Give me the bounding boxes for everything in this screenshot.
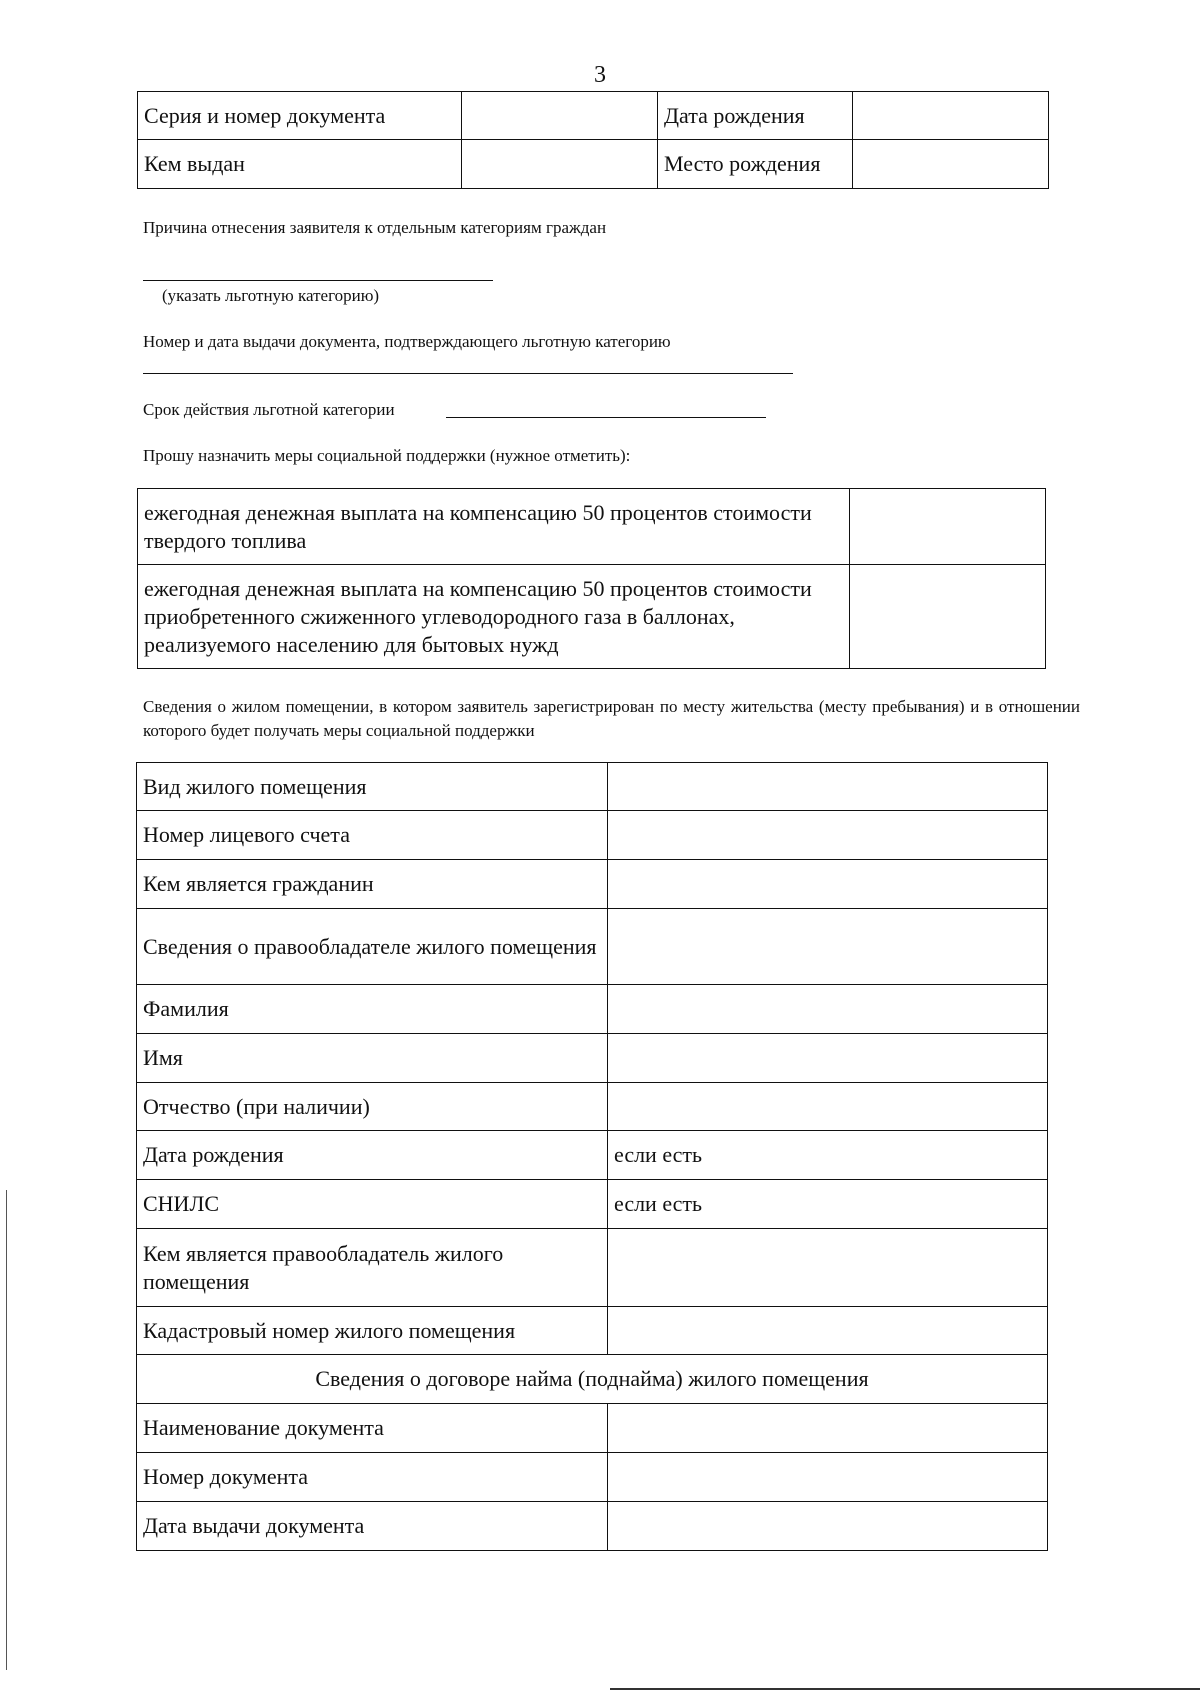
housing-row-value[interactable] — [608, 1034, 1048, 1083]
request-label: Прошу назначить меры социальной поддержки (нужное отметить): — [143, 446, 631, 465]
housing-row-label: Имя — [137, 1034, 608, 1083]
scan-edge-bottom — [610, 1688, 1200, 1690]
series-number-label: Серия и номер документа — [138, 92, 462, 140]
contract-row-value[interactable] — [608, 1404, 1048, 1453]
page-number: 3 — [594, 62, 606, 88]
housing-row-value[interactable] — [608, 860, 1048, 909]
housing-row-label: Кем является гражданин — [137, 860, 608, 909]
birth-place-field[interactable] — [853, 140, 1049, 189]
measure-checkbox[interactable] — [850, 565, 1046, 669]
housing-row-value[interactable] — [608, 1083, 1048, 1131]
housing-row-value[interactable] — [608, 1229, 1048, 1307]
reason-line[interactable] — [143, 280, 493, 281]
contract-row-value[interactable] — [608, 1453, 1048, 1502]
issued-by-label: Кем выдан — [138, 140, 462, 189]
reason-hint: (указать льготную категорию) — [162, 286, 380, 305]
measures-table — [137, 488, 1046, 669]
housing-table — [136, 762, 1048, 1551]
contract-row-label: Номер документа — [137, 1453, 608, 1502]
housing-row-value[interactable] — [608, 763, 1048, 811]
issued-by-field[interactable] — [462, 140, 658, 189]
housing-row-label: Фамилия — [137, 985, 608, 1034]
housing-row-value[interactable] — [608, 985, 1048, 1034]
doc-number-date-label: Номер и дата выдачи документа, подтверждающего льготную категорию — [143, 332, 671, 351]
measure-item: ежегодная денежная выплата на компенсацию 50 процентов стоимости приобретенного сжиженного углеводородного газа в баллонах, реализуемого населению для бытовых нужд — [138, 565, 850, 669]
birth-date-label: Дата рождения — [658, 92, 853, 140]
housing-row-label: СНИЛС — [137, 1180, 608, 1229]
housing-row-value[interactable] — [608, 811, 1048, 860]
doc-number-date-line[interactable] — [143, 373, 793, 374]
contract-row-label: Наименование документа — [137, 1404, 608, 1453]
reason-label: Причина отнесения заявителя к отдельным категориям граждан — [143, 218, 607, 237]
measure-checkbox[interactable] — [850, 489, 1046, 565]
contract-section-header: Сведения о договоре найма (поднайма) жилого помещения — [137, 1355, 1048, 1404]
contract-row-label: Дата выдачи документа — [137, 1502, 608, 1551]
series-number-field[interactable] — [462, 92, 658, 140]
housing-row-label: Дата рождения — [137, 1131, 608, 1180]
housing-row-label: Кем является правообладатель жилого помещения — [137, 1229, 608, 1307]
housing-row-label: Кадастровый номер жилого помещения — [137, 1307, 608, 1355]
housing-row-value[interactable]: если есть — [608, 1131, 1048, 1180]
validity-line[interactable] — [446, 417, 766, 418]
housing-row-label: Сведения о правообладателе жилого помещения — [137, 909, 608, 985]
housing-row-label: Номер лицевого счета — [137, 811, 608, 860]
housing-row-value[interactable]: если есть — [608, 1180, 1048, 1229]
measure-item: ежегодная денежная выплата на компенсацию 50 процентов стоимости твердого топлива — [138, 489, 850, 565]
birth-place-label: Место рождения — [658, 140, 853, 189]
housing-row-value[interactable] — [608, 1307, 1048, 1355]
housing-row-value[interactable] — [608, 909, 1048, 985]
document-table — [137, 91, 1049, 189]
housing-row-label: Отчество (при наличии) — [137, 1083, 608, 1131]
housing-intro: Сведения о жилом помещении, в котором заявитель зарегистрирован по месту жительства (месту пребывания) и в отношении которого будет получать меры социальной поддержки — [143, 697, 1080, 740]
validity-label: Срок действия льготной категории — [143, 400, 395, 419]
contract-row-value[interactable] — [608, 1502, 1048, 1551]
scan-edge-left — [6, 1190, 7, 1670]
birth-date-field[interactable] — [853, 92, 1049, 140]
housing-row-label: Вид жилого помещения — [137, 763, 608, 811]
